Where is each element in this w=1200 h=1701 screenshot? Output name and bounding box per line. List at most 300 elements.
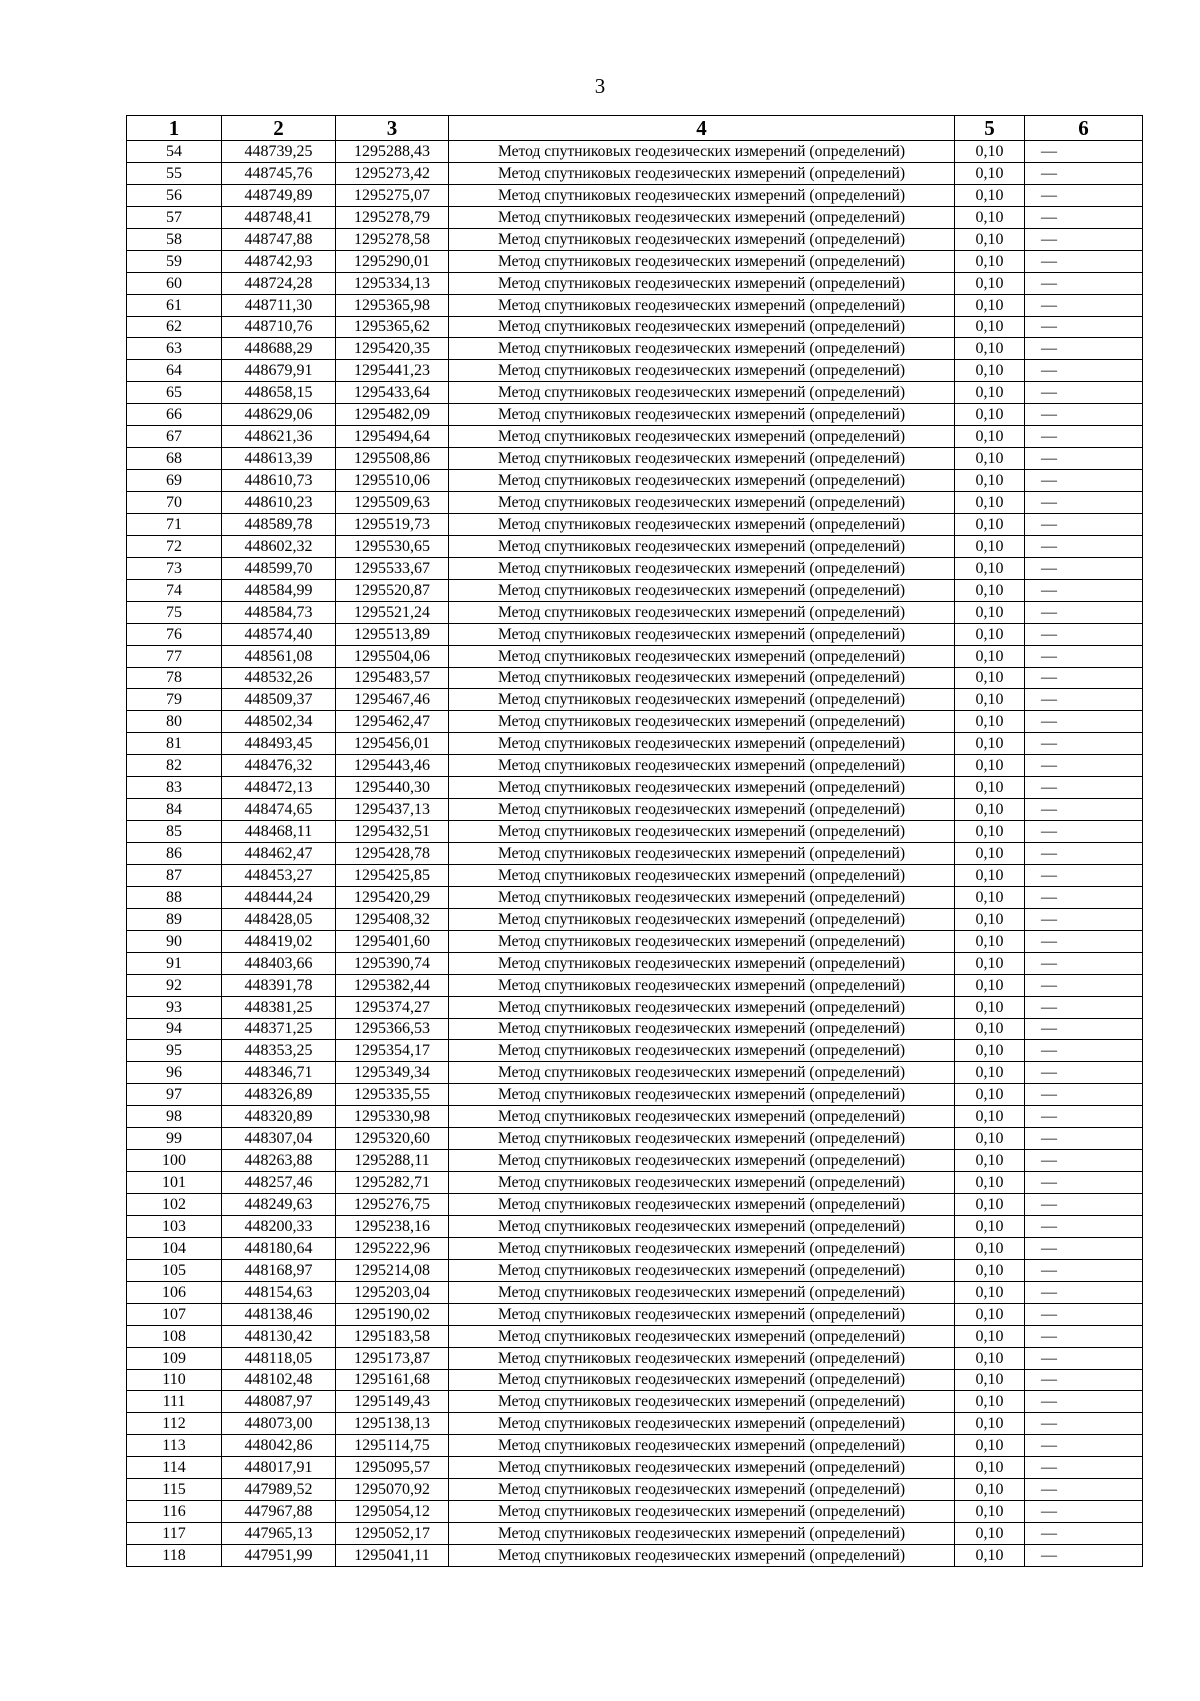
y-coordinate-cell: 1295054,12 (336, 1501, 449, 1523)
header-col-4: 4 (449, 116, 955, 141)
description-cell: — (1025, 1040, 1143, 1062)
coordinates-table (126, 115, 1143, 1567)
table-row (127, 141, 1143, 163)
table-row (127, 930, 1143, 952)
precision-cell: 0,10 (955, 184, 1025, 206)
description-cell: — (1025, 316, 1143, 338)
method-cell: Метод спутниковых геодезических измерений (определений) (449, 601, 955, 623)
method-cell: Метод спутниковых геодезических измерений (определений) (449, 1259, 955, 1281)
description-cell: — (1025, 689, 1143, 711)
description-cell: — (1025, 1369, 1143, 1391)
x-coordinate-cell: 448326,89 (222, 1084, 336, 1106)
description-cell: — (1025, 228, 1143, 250)
y-coordinate-cell: 1295366,53 (336, 1018, 449, 1040)
table-row (127, 1062, 1143, 1084)
precision-cell: 0,10 (955, 1084, 1025, 1106)
point-number-cell: 65 (127, 382, 222, 404)
precision-cell: 0,10 (955, 1281, 1025, 1303)
table-row (127, 821, 1143, 843)
x-coordinate-cell: 448353,25 (222, 1040, 336, 1062)
method-cell: Метод спутниковых геодезических измерений (определений) (449, 821, 955, 843)
x-coordinate-cell: 448532,26 (222, 667, 336, 689)
precision-cell: 0,10 (955, 777, 1025, 799)
table-row (127, 448, 1143, 470)
method-cell: Метод спутниковых геодезических измерений (определений) (449, 1084, 955, 1106)
method-cell: Метод спутниковых геодезических измерений (определений) (449, 404, 955, 426)
table-row (127, 908, 1143, 930)
y-coordinate-cell: 1295095,57 (336, 1457, 449, 1479)
method-cell: Метод спутниковых геодезических измерений (определений) (449, 141, 955, 163)
x-coordinate-cell: 448118,05 (222, 1347, 336, 1369)
table-row (127, 404, 1143, 426)
method-cell: Метод спутниковых геодезических измерений (определений) (449, 886, 955, 908)
x-coordinate-cell: 448249,63 (222, 1194, 336, 1216)
point-number-cell: 100 (127, 1150, 222, 1172)
precision-cell: 0,10 (955, 206, 1025, 228)
point-number-cell: 82 (127, 755, 222, 777)
point-number-cell: 80 (127, 711, 222, 733)
method-cell: Метод спутниковых геодезических измерений (определений) (449, 1018, 955, 1040)
y-coordinate-cell: 1295214,08 (336, 1259, 449, 1281)
x-coordinate-cell: 448257,46 (222, 1172, 336, 1194)
description-cell: — (1025, 1150, 1143, 1172)
table-row (127, 470, 1143, 492)
y-coordinate-cell: 1295428,78 (336, 843, 449, 865)
method-cell: Метод спутниковых геодезических измерений (определений) (449, 579, 955, 601)
table-row (127, 864, 1143, 886)
x-coordinate-cell: 448263,88 (222, 1150, 336, 1172)
y-coordinate-cell: 1295440,30 (336, 777, 449, 799)
point-number-cell: 93 (127, 996, 222, 1018)
y-coordinate-cell: 1295509,63 (336, 492, 449, 514)
precision-cell: 0,10 (955, 864, 1025, 886)
description-cell: — (1025, 1172, 1143, 1194)
x-coordinate-cell: 448745,76 (222, 162, 336, 184)
table-row (127, 777, 1143, 799)
precision-cell: 0,10 (955, 1128, 1025, 1150)
method-cell: Метод спутниковых геодезических измерений (определений) (449, 667, 955, 689)
description-cell: — (1025, 886, 1143, 908)
description-cell: — (1025, 1018, 1143, 1040)
table-row (127, 689, 1143, 711)
precision-cell: 0,10 (955, 1457, 1025, 1479)
method-cell: Метод спутниковых геодезических измерений (определений) (449, 1523, 955, 1545)
description-cell: — (1025, 492, 1143, 514)
x-coordinate-cell: 448688,29 (222, 338, 336, 360)
y-coordinate-cell: 1295222,96 (336, 1237, 449, 1259)
table-row (127, 1479, 1143, 1501)
point-number-cell: 66 (127, 404, 222, 426)
description-cell: — (1025, 733, 1143, 755)
description-cell: — (1025, 184, 1143, 206)
point-number-cell: 103 (127, 1215, 222, 1237)
y-coordinate-cell: 1295504,06 (336, 645, 449, 667)
precision-cell: 0,10 (955, 645, 1025, 667)
x-coordinate-cell: 448474,65 (222, 799, 336, 821)
method-cell: Метод спутниковых геодезических измерений (определений) (449, 733, 955, 755)
precision-cell: 0,10 (955, 930, 1025, 952)
description-cell: — (1025, 1523, 1143, 1545)
description-cell: — (1025, 1435, 1143, 1457)
y-coordinate-cell: 1295519,73 (336, 513, 449, 535)
precision-cell: 0,10 (955, 492, 1025, 514)
description-cell: — (1025, 843, 1143, 865)
precision-cell: 0,10 (955, 843, 1025, 865)
description-cell: — (1025, 974, 1143, 996)
x-coordinate-cell: 448679,91 (222, 360, 336, 382)
description-cell: — (1025, 141, 1143, 163)
method-cell: Метод спутниковых геодезических измерений (определений) (449, 864, 955, 886)
precision-cell: 0,10 (955, 1259, 1025, 1281)
precision-cell: 0,10 (955, 908, 1025, 930)
y-coordinate-cell: 1295190,02 (336, 1303, 449, 1325)
table-row (127, 579, 1143, 601)
table-row (127, 1106, 1143, 1128)
description-cell: — (1025, 513, 1143, 535)
table-row (127, 1545, 1143, 1567)
method-cell: Метод спутниковых геодезических измерений (определений) (449, 206, 955, 228)
table-row (127, 711, 1143, 733)
table-row (127, 162, 1143, 184)
x-coordinate-cell: 448621,36 (222, 426, 336, 448)
x-coordinate-cell: 447967,88 (222, 1501, 336, 1523)
x-coordinate-cell: 448610,23 (222, 492, 336, 514)
y-coordinate-cell: 1295070,92 (336, 1479, 449, 1501)
precision-cell: 0,10 (955, 557, 1025, 579)
method-cell: Метод спутниковых геодезических измерений (определений) (449, 360, 955, 382)
y-coordinate-cell: 1295320,60 (336, 1128, 449, 1150)
point-number-cell: 54 (127, 141, 222, 163)
precision-cell: 0,10 (955, 228, 1025, 250)
point-number-cell: 67 (127, 426, 222, 448)
precision-cell: 0,10 (955, 996, 1025, 1018)
x-coordinate-cell: 448502,34 (222, 711, 336, 733)
x-coordinate-cell: 448509,37 (222, 689, 336, 711)
table-row (127, 623, 1143, 645)
x-coordinate-cell: 448087,97 (222, 1391, 336, 1413)
precision-cell: 0,10 (955, 272, 1025, 294)
method-cell: Метод спутниковых геодезических измерений (определений) (449, 470, 955, 492)
table-row (127, 184, 1143, 206)
table-row (127, 1084, 1143, 1106)
precision-cell: 0,10 (955, 886, 1025, 908)
y-coordinate-cell: 1295467,46 (336, 689, 449, 711)
table-row (127, 1040, 1143, 1062)
y-coordinate-cell: 1295425,85 (336, 864, 449, 886)
table-row (127, 1018, 1143, 1040)
point-number-cell: 84 (127, 799, 222, 821)
x-coordinate-cell: 448613,39 (222, 448, 336, 470)
point-number-cell: 110 (127, 1369, 222, 1391)
method-cell: Метод спутниковых геодезических измерений (определений) (449, 1215, 955, 1237)
x-coordinate-cell: 448739,25 (222, 141, 336, 163)
point-number-cell: 56 (127, 184, 222, 206)
y-coordinate-cell: 1295275,07 (336, 184, 449, 206)
method-cell: Метод спутниковых геодезических измерений (определений) (449, 689, 955, 711)
x-coordinate-cell: 448403,66 (222, 952, 336, 974)
method-cell: Метод спутниковых геодезических измерений (определений) (449, 1413, 955, 1435)
x-coordinate-cell: 448747,88 (222, 228, 336, 250)
x-coordinate-cell: 448749,89 (222, 184, 336, 206)
x-coordinate-cell: 448584,73 (222, 601, 336, 623)
table-row (127, 1435, 1143, 1457)
table-row (127, 513, 1143, 535)
point-number-cell: 78 (127, 667, 222, 689)
table-row (127, 601, 1143, 623)
x-coordinate-cell: 448574,40 (222, 623, 336, 645)
precision-cell: 0,10 (955, 689, 1025, 711)
point-number-cell: 118 (127, 1545, 222, 1567)
x-coordinate-cell: 448381,25 (222, 996, 336, 1018)
point-number-cell: 81 (127, 733, 222, 755)
y-coordinate-cell: 1295533,67 (336, 557, 449, 579)
precision-cell: 0,10 (955, 535, 1025, 557)
description-cell: — (1025, 294, 1143, 316)
method-cell: Метод спутниковых геодезических измерений (определений) (449, 228, 955, 250)
precision-cell: 0,10 (955, 579, 1025, 601)
description-cell: — (1025, 360, 1143, 382)
y-coordinate-cell: 1295052,17 (336, 1523, 449, 1545)
precision-cell: 0,10 (955, 141, 1025, 163)
point-number-cell: 94 (127, 1018, 222, 1040)
y-coordinate-cell: 1295365,98 (336, 294, 449, 316)
description-cell: — (1025, 579, 1143, 601)
method-cell: Метод спутниковых геодезических измерений (определений) (449, 316, 955, 338)
y-coordinate-cell: 1295288,43 (336, 141, 449, 163)
point-number-cell: 107 (127, 1303, 222, 1325)
method-cell: Метод спутниковых геодезических измерений (определений) (449, 1172, 955, 1194)
table-row (127, 843, 1143, 865)
point-number-cell: 90 (127, 930, 222, 952)
method-cell: Метод спутниковых геодезических измерений (определений) (449, 799, 955, 821)
precision-cell: 0,10 (955, 1391, 1025, 1413)
table-row (127, 1215, 1143, 1237)
table-row (127, 996, 1143, 1018)
description-cell: — (1025, 470, 1143, 492)
point-number-cell: 92 (127, 974, 222, 996)
precision-cell: 0,10 (955, 1545, 1025, 1567)
precision-cell: 0,10 (955, 404, 1025, 426)
point-number-cell: 86 (127, 843, 222, 865)
table-row (127, 228, 1143, 250)
y-coordinate-cell: 1295390,74 (336, 952, 449, 974)
table-row (127, 1369, 1143, 1391)
x-coordinate-cell: 448307,04 (222, 1128, 336, 1150)
table-row (127, 360, 1143, 382)
x-coordinate-cell: 448391,78 (222, 974, 336, 996)
table-row (127, 535, 1143, 557)
method-cell: Метод спутниковых геодезических измерений (определений) (449, 1128, 955, 1150)
method-cell: Метод спутниковых геодезических измерений (определений) (449, 974, 955, 996)
precision-cell: 0,10 (955, 667, 1025, 689)
description-cell: — (1025, 1391, 1143, 1413)
description-cell: — (1025, 777, 1143, 799)
method-cell: Метод спутниковых геодезических измерений (определений) (449, 952, 955, 974)
x-coordinate-cell: 448320,89 (222, 1106, 336, 1128)
x-coordinate-cell: 448462,47 (222, 843, 336, 865)
table-header-row (127, 116, 1143, 141)
point-number-cell: 70 (127, 492, 222, 514)
table-row (127, 1281, 1143, 1303)
method-cell: Метод спутниковых геодезических измерений (определений) (449, 1194, 955, 1216)
table-row (127, 492, 1143, 514)
x-coordinate-cell: 448180,64 (222, 1237, 336, 1259)
x-coordinate-cell: 448711,30 (222, 294, 336, 316)
table-row (127, 426, 1143, 448)
point-number-cell: 58 (127, 228, 222, 250)
point-number-cell: 75 (127, 601, 222, 623)
y-coordinate-cell: 1295354,17 (336, 1040, 449, 1062)
x-coordinate-cell: 448493,45 (222, 733, 336, 755)
precision-cell: 0,10 (955, 513, 1025, 535)
y-coordinate-cell: 1295330,98 (336, 1106, 449, 1128)
method-cell: Метод спутниковых геодезических измерений (определений) (449, 1150, 955, 1172)
y-coordinate-cell: 1295420,35 (336, 338, 449, 360)
point-number-cell: 112 (127, 1413, 222, 1435)
method-cell: Метод спутниковых геодезических измерений (определений) (449, 645, 955, 667)
method-cell: Метод спутниковых геодезических измерений (определений) (449, 1325, 955, 1347)
method-cell: Метод спутниковых геодезических измерений (определений) (449, 1391, 955, 1413)
header-col-3: 3 (336, 116, 449, 141)
table-row (127, 886, 1143, 908)
x-coordinate-cell: 448042,86 (222, 1435, 336, 1457)
method-cell: Метод спутниковых геодезических измерений (определений) (449, 162, 955, 184)
x-coordinate-cell: 448610,73 (222, 470, 336, 492)
table-row (127, 1194, 1143, 1216)
y-coordinate-cell: 1295290,01 (336, 250, 449, 272)
header-col-2: 2 (222, 116, 336, 141)
description-cell: — (1025, 799, 1143, 821)
precision-cell: 0,10 (955, 711, 1025, 733)
method-cell: Метод спутниковых геодезических измерений (определений) (449, 184, 955, 206)
precision-cell: 0,10 (955, 733, 1025, 755)
method-cell: Метод спутниковых геодезических измерений (определений) (449, 250, 955, 272)
point-number-cell: 73 (127, 557, 222, 579)
x-coordinate-cell: 448371,25 (222, 1018, 336, 1040)
y-coordinate-cell: 1295278,58 (336, 228, 449, 250)
description-cell: — (1025, 338, 1143, 360)
table-row (127, 272, 1143, 294)
table-row (127, 1501, 1143, 1523)
y-coordinate-cell: 1295408,32 (336, 908, 449, 930)
table-row (127, 1325, 1143, 1347)
point-number-cell: 74 (127, 579, 222, 601)
x-coordinate-cell: 448138,46 (222, 1303, 336, 1325)
description-cell: — (1025, 623, 1143, 645)
x-coordinate-cell: 448168,97 (222, 1259, 336, 1281)
precision-cell: 0,10 (955, 1150, 1025, 1172)
table-row (127, 382, 1143, 404)
y-coordinate-cell: 1295521,24 (336, 601, 449, 623)
precision-cell: 0,10 (955, 360, 1025, 382)
point-number-cell: 108 (127, 1325, 222, 1347)
y-coordinate-cell: 1295138,13 (336, 1413, 449, 1435)
description-cell: — (1025, 1479, 1143, 1501)
x-coordinate-cell: 448629,06 (222, 404, 336, 426)
point-number-cell: 76 (127, 623, 222, 645)
y-coordinate-cell: 1295508,86 (336, 448, 449, 470)
x-coordinate-cell: 448602,32 (222, 535, 336, 557)
precision-cell: 0,10 (955, 974, 1025, 996)
point-number-cell: 61 (127, 294, 222, 316)
description-cell: — (1025, 1128, 1143, 1150)
point-number-cell: 113 (127, 1435, 222, 1457)
table-body (127, 141, 1143, 1567)
x-coordinate-cell: 448476,32 (222, 755, 336, 777)
description-cell: — (1025, 404, 1143, 426)
description-cell: — (1025, 1325, 1143, 1347)
description-cell: — (1025, 1281, 1143, 1303)
precision-cell: 0,10 (955, 316, 1025, 338)
precision-cell: 0,10 (955, 1303, 1025, 1325)
description-cell: — (1025, 645, 1143, 667)
method-cell: Метод спутниковых геодезических измерений (определений) (449, 711, 955, 733)
description-cell: — (1025, 864, 1143, 886)
method-cell: Метод спутниковых геодезических измерений (определений) (449, 1303, 955, 1325)
method-cell: Метод спутниковых геодезических измерений (определений) (449, 535, 955, 557)
x-coordinate-cell: 448584,99 (222, 579, 336, 601)
precision-cell: 0,10 (955, 1501, 1025, 1523)
description-cell: — (1025, 601, 1143, 623)
y-coordinate-cell: 1295149,43 (336, 1391, 449, 1413)
method-cell: Метод спутниковых геодезических измерений (определений) (449, 996, 955, 1018)
header-col-5: 5 (955, 116, 1025, 141)
table-row (127, 799, 1143, 821)
y-coordinate-cell: 1295437,13 (336, 799, 449, 821)
precision-cell: 0,10 (955, 601, 1025, 623)
y-coordinate-cell: 1295114,75 (336, 1435, 449, 1457)
y-coordinate-cell: 1295349,34 (336, 1062, 449, 1084)
method-cell: Метод спутниковых геодезических измерений (определений) (449, 1237, 955, 1259)
y-coordinate-cell: 1295273,42 (336, 162, 449, 184)
table-row (127, 974, 1143, 996)
point-number-cell: 111 (127, 1391, 222, 1413)
y-coordinate-cell: 1295203,04 (336, 1281, 449, 1303)
table-row (127, 1347, 1143, 1369)
y-coordinate-cell: 1295161,68 (336, 1369, 449, 1391)
point-number-cell: 64 (127, 360, 222, 382)
point-number-cell: 96 (127, 1062, 222, 1084)
precision-cell: 0,10 (955, 1523, 1025, 1545)
x-coordinate-cell: 448468,11 (222, 821, 336, 843)
x-coordinate-cell: 448073,00 (222, 1413, 336, 1435)
table-row (127, 952, 1143, 974)
method-cell: Метод спутниковых геодезических измерений (определений) (449, 294, 955, 316)
y-coordinate-cell: 1295374,27 (336, 996, 449, 1018)
point-number-cell: 106 (127, 1281, 222, 1303)
y-coordinate-cell: 1295456,01 (336, 733, 449, 755)
y-coordinate-cell: 1295288,11 (336, 1150, 449, 1172)
description-cell: — (1025, 382, 1143, 404)
y-coordinate-cell: 1295282,71 (336, 1172, 449, 1194)
point-number-cell: 116 (127, 1501, 222, 1523)
point-number-cell: 69 (127, 470, 222, 492)
table-row (127, 1237, 1143, 1259)
precision-cell: 0,10 (955, 382, 1025, 404)
method-cell: Метод спутниковых геодезических измерений (определений) (449, 513, 955, 535)
x-coordinate-cell: 447951,99 (222, 1545, 336, 1567)
method-cell: Метод спутниковых геодезических измерений (определений) (449, 448, 955, 470)
y-coordinate-cell: 1295432,51 (336, 821, 449, 843)
description-cell: — (1025, 1259, 1143, 1281)
method-cell: Метод спутниковых геодезических измерений (определений) (449, 1106, 955, 1128)
point-number-cell: 77 (127, 645, 222, 667)
method-cell: Метод спутниковых геодезических измерений (определений) (449, 843, 955, 865)
table-row (127, 1457, 1143, 1479)
x-coordinate-cell: 448658,15 (222, 382, 336, 404)
precision-cell: 0,10 (955, 448, 1025, 470)
point-number-cell: 91 (127, 952, 222, 974)
